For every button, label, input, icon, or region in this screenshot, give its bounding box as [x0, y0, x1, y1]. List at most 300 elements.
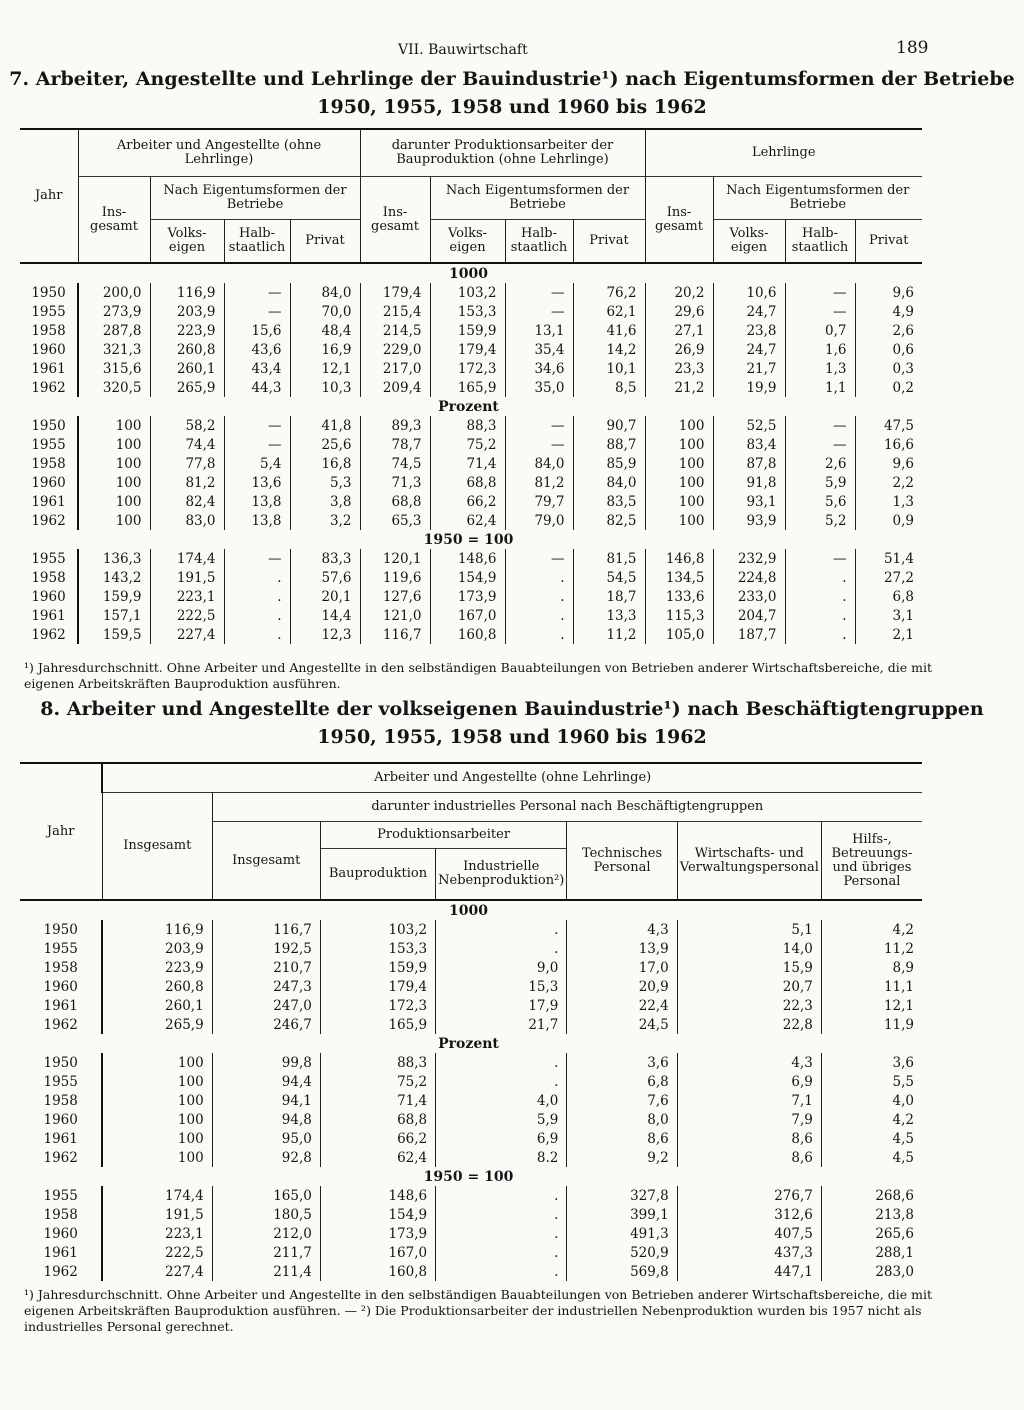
- section-label: Prozent: [438, 1035, 499, 1052]
- table7-title: 7. Arbeiter, Angestellte und Lehrlinge der Bauindustrie¹) nach Eigentumsformen der Betriebe: [9, 68, 1015, 90]
- value-cell: 81,2: [505, 473, 573, 492]
- table-row: [20, 606, 922, 625]
- value-cell: 100: [645, 435, 713, 454]
- value-cell: 83,4: [713, 435, 785, 454]
- value-cell: 5,4: [224, 454, 290, 473]
- year-cell: 1950: [43, 1054, 78, 1071]
- value-cell: 13,8: [224, 492, 290, 511]
- year-cell: 1955: [43, 1073, 78, 1090]
- value-cell: 26,9: [645, 340, 713, 359]
- year-cell: 1962: [31, 379, 66, 396]
- value-cell: 192,5: [212, 939, 320, 958]
- header-privat: Privat: [290, 220, 360, 264]
- value-cell: 407,5: [677, 1224, 821, 1243]
- year-cell: 1962: [43, 1016, 78, 1033]
- value-cell: 103,2: [430, 283, 505, 302]
- value-cell: 3,2: [290, 511, 360, 530]
- value-cell: 209,4: [360, 378, 430, 397]
- table-row: [20, 625, 922, 644]
- table8-body: [20, 900, 922, 1281]
- header-privat: Privat: [855, 220, 922, 264]
- value-cell: 27,2: [855, 568, 922, 587]
- value-cell: 100: [78, 435, 150, 454]
- value-cell: 569,8: [567, 1262, 677, 1281]
- value-cell: 14,4: [290, 606, 360, 625]
- value-cell: 57,6: [290, 568, 360, 587]
- table-row: [20, 321, 922, 340]
- value-cell: 247,3: [212, 977, 320, 996]
- value-cell: 5,9: [785, 473, 855, 492]
- value-cell: 27,1: [645, 321, 713, 340]
- value-cell: 9,0: [436, 958, 567, 977]
- value-cell: 100: [645, 454, 713, 473]
- value-cell: 100: [102, 1148, 212, 1167]
- value-cell: 21,2: [645, 378, 713, 397]
- value-cell: 203,9: [150, 302, 224, 321]
- table-row: [20, 996, 922, 1015]
- table-row: [20, 1129, 922, 1148]
- section-row: [20, 263, 922, 283]
- value-cell: 10,3: [290, 378, 360, 397]
- value-cell: 217,0: [360, 359, 430, 378]
- value-cell: 6,9: [677, 1072, 821, 1091]
- value-cell: 15,6: [224, 321, 290, 340]
- value-cell: .: [224, 587, 290, 606]
- value-cell: 81,5: [573, 549, 645, 568]
- value-cell: 68,8: [320, 1110, 435, 1129]
- header-halbstaatlich: Halb-staatlich: [224, 220, 290, 264]
- value-cell: 2,1: [855, 625, 922, 644]
- value-cell: 4,2: [821, 920, 922, 939]
- value-cell: 172,3: [320, 996, 435, 1015]
- value-cell: 2,6: [855, 321, 922, 340]
- value-cell: —: [224, 416, 290, 435]
- year-cell: 1961: [31, 360, 66, 377]
- value-cell: 34,6: [505, 359, 573, 378]
- value-cell: 9,6: [855, 283, 922, 302]
- value-cell: 100: [645, 473, 713, 492]
- year-cell: 1950: [43, 921, 78, 938]
- table-row: [20, 302, 922, 321]
- value-cell: —: [224, 283, 290, 302]
- value-cell: 81,2: [150, 473, 224, 492]
- value-cell: 13,9: [567, 939, 677, 958]
- value-cell: 159,5: [78, 625, 150, 644]
- value-cell: 146,8: [645, 549, 713, 568]
- value-cell: 4,5: [821, 1129, 922, 1148]
- value-cell: 153,3: [320, 939, 435, 958]
- value-cell: 17,0: [567, 958, 677, 977]
- value-cell: 227,4: [102, 1262, 212, 1281]
- value-cell: —: [224, 549, 290, 568]
- value-cell: 8,5: [573, 378, 645, 397]
- value-cell: —: [505, 549, 573, 568]
- value-cell: 14,0: [677, 939, 821, 958]
- value-cell: 315,6: [78, 359, 150, 378]
- value-cell: 12,1: [821, 996, 922, 1015]
- value-cell: 0,6: [855, 340, 922, 359]
- section-row: [20, 530, 922, 549]
- table-row: [20, 492, 922, 511]
- value-cell: 68,8: [430, 473, 505, 492]
- section-title: VII. Bauwirtschaft: [398, 42, 528, 58]
- header-hilfspersonal: Hilfs-, Betreuungs- und übriges Personal: [821, 822, 922, 901]
- value-cell: .: [436, 1262, 567, 1281]
- value-cell: 51,4: [855, 549, 922, 568]
- value-cell: .: [436, 1243, 567, 1262]
- value-cell: .: [505, 606, 573, 625]
- table-row: [20, 587, 922, 606]
- value-cell: 260,1: [150, 359, 224, 378]
- value-cell: 91,8: [713, 473, 785, 492]
- value-cell: 223,9: [102, 958, 212, 977]
- value-cell: 100: [78, 511, 150, 530]
- value-cell: 232,9: [713, 549, 785, 568]
- value-cell: 16,6: [855, 435, 922, 454]
- value-cell: 100: [102, 1091, 212, 1110]
- year-cell: 1955: [43, 1187, 78, 1204]
- value-cell: 288,1: [821, 1243, 922, 1262]
- header-arbeiter-angestellte: Arbeiter und Angestellte (ohne Lehrlinge): [78, 129, 360, 177]
- value-cell: 180,5: [212, 1205, 320, 1224]
- value-cell: 9,2: [567, 1148, 677, 1167]
- value-cell: .: [224, 568, 290, 587]
- value-cell: 154,9: [430, 568, 505, 587]
- value-cell: 1,3: [855, 492, 922, 511]
- table7: [20, 128, 922, 644]
- header-insgesamt-industriell: Insgesamt: [212, 822, 320, 901]
- value-cell: 321,3: [78, 340, 150, 359]
- year-cell: 1961: [31, 493, 66, 510]
- value-cell: 9,6: [855, 454, 922, 473]
- table-row: [20, 568, 922, 587]
- section-row: [20, 1167, 922, 1186]
- value-cell: 265,6: [821, 1224, 922, 1243]
- value-cell: 8.2: [436, 1148, 567, 1167]
- value-cell: 88,3: [430, 416, 505, 435]
- value-cell: 4,3: [677, 1053, 821, 1072]
- value-cell: .: [785, 625, 855, 644]
- value-cell: 165,0: [212, 1186, 320, 1205]
- value-cell: 134,5: [645, 568, 713, 587]
- section-row: [20, 900, 922, 920]
- header-technisches-personal: Technisches Personal: [567, 822, 677, 901]
- value-cell: .: [436, 1072, 567, 1091]
- year-cell: 1950: [31, 417, 66, 434]
- value-cell: 83,5: [573, 492, 645, 511]
- table-row: [20, 1262, 922, 1281]
- value-cell: 211,7: [212, 1243, 320, 1262]
- value-cell: .: [436, 939, 567, 958]
- table-row: [20, 454, 922, 473]
- value-cell: 116,7: [212, 920, 320, 939]
- value-cell: —: [785, 416, 855, 435]
- value-cell: 84,0: [290, 283, 360, 302]
- value-cell: 160,8: [320, 1262, 435, 1281]
- value-cell: 24,5: [567, 1015, 677, 1034]
- value-cell: .: [436, 1205, 567, 1224]
- value-cell: 136,3: [78, 549, 150, 568]
- value-cell: 165,9: [430, 378, 505, 397]
- value-cell: .: [436, 1053, 567, 1072]
- header-insgesamt: Ins-gesamt: [78, 177, 150, 264]
- year-cell: 1960: [31, 474, 66, 491]
- header-wirtschaftspersonal: Wirtschafts- und Verwaltungspersonal: [677, 822, 821, 901]
- value-cell: 4,0: [821, 1091, 922, 1110]
- value-cell: 133,6: [645, 587, 713, 606]
- value-cell: .: [436, 1224, 567, 1243]
- value-cell: 15,9: [677, 958, 821, 977]
- value-cell: 276,7: [677, 1186, 821, 1205]
- table-row: [20, 549, 922, 568]
- value-cell: 172,3: [430, 359, 505, 378]
- table8-subtitle: 1950, 1955, 1958 und 1960 bis 1962: [317, 726, 707, 748]
- value-cell: 159,9: [320, 958, 435, 977]
- value-cell: 223,1: [150, 587, 224, 606]
- table-row: [20, 511, 922, 530]
- value-cell: 116,7: [360, 625, 430, 644]
- value-cell: 399,1: [567, 1205, 677, 1224]
- value-cell: —: [785, 435, 855, 454]
- value-cell: —: [505, 302, 573, 321]
- value-cell: 1,6: [785, 340, 855, 359]
- value-cell: 94,4: [212, 1072, 320, 1091]
- year-cell: 1962: [31, 512, 66, 529]
- value-cell: 320,5: [78, 378, 150, 397]
- value-cell: 54,5: [573, 568, 645, 587]
- table7-body: [20, 263, 922, 644]
- table-row: [20, 340, 922, 359]
- value-cell: 5,9: [436, 1110, 567, 1129]
- year-cell: 1962: [43, 1263, 78, 1280]
- value-cell: 167,0: [430, 606, 505, 625]
- value-cell: 6,9: [436, 1129, 567, 1148]
- year-cell: 1960: [43, 978, 78, 995]
- value-cell: .: [785, 568, 855, 587]
- value-cell: 520,9: [567, 1243, 677, 1262]
- header-privat: Privat: [573, 220, 645, 264]
- value-cell: 94,8: [212, 1110, 320, 1129]
- header-produktionsarbeiter: Produktionsarbeiter: [320, 822, 567, 849]
- header-lehrlinge: Lehrlinge: [645, 129, 922, 177]
- value-cell: 7,1: [677, 1091, 821, 1110]
- table8-footnote: ¹) Jahresdurchschnitt. Ohne Arbeiter und Angestellte in den selbständigen Bauabteilungen von Betrieben anderer Wirtschaftsbereiche, die mit eigenen Arbeitskräften Bauproduktion ausführen. — ²) Die Produktionsarbeiter der industriellen Nebenproduktion wurden bis 1957 nicht als industrielles Personal gerechnet.: [24, 1287, 932, 1334]
- header-jahr: Jahr: [46, 823, 75, 839]
- value-cell: 2,6: [785, 454, 855, 473]
- value-cell: 87,8: [713, 454, 785, 473]
- value-cell: 3,6: [821, 1053, 922, 1072]
- header-produktionsarbeiter: darunter Produktionsarbeiter der Bauproduktion (ohne Lehrlinge): [360, 129, 645, 177]
- value-cell: 15,3: [436, 977, 567, 996]
- table-row: [20, 958, 922, 977]
- table-row: [20, 283, 922, 302]
- value-cell: 159,9: [78, 587, 150, 606]
- value-cell: 100: [645, 492, 713, 511]
- value-cell: 312,6: [677, 1205, 821, 1224]
- year-cell: 1960: [43, 1225, 78, 1242]
- value-cell: .: [436, 1186, 567, 1205]
- value-cell: —: [505, 435, 573, 454]
- year-cell: 1955: [31, 436, 66, 453]
- table-row: [20, 1224, 922, 1243]
- value-cell: 66,2: [320, 1129, 435, 1148]
- value-cell: 115,3: [645, 606, 713, 625]
- value-cell: 179,4: [320, 977, 435, 996]
- year-cell: 1961: [43, 1130, 78, 1147]
- header-nebenproduktion: Industrielle Nebenproduktion²): [436, 849, 567, 901]
- value-cell: 19,9: [713, 378, 785, 397]
- value-cell: .: [505, 625, 573, 644]
- value-cell: 13,3: [573, 606, 645, 625]
- value-cell: 7,6: [567, 1091, 677, 1110]
- section-label: 1000: [449, 902, 488, 919]
- header-volkseigen: Volks-eigen: [150, 220, 224, 264]
- value-cell: 71,4: [320, 1091, 435, 1110]
- value-cell: 65,3: [360, 511, 430, 530]
- header-eigentumsformen: Nach Eigentumsformen der Betriebe: [430, 177, 645, 220]
- value-cell: .: [785, 587, 855, 606]
- value-cell: 116,9: [102, 920, 212, 939]
- value-cell: 227,4: [150, 625, 224, 644]
- value-cell: 85,9: [573, 454, 645, 473]
- value-cell: 214,5: [360, 321, 430, 340]
- section-label: 1950 = 100: [423, 531, 514, 548]
- value-cell: 173,9: [320, 1224, 435, 1243]
- value-cell: 1,1: [785, 378, 855, 397]
- value-cell: 187,7: [713, 625, 785, 644]
- value-cell: 203,9: [102, 939, 212, 958]
- value-cell: 68,8: [360, 492, 430, 511]
- value-cell: 100: [102, 1129, 212, 1148]
- value-cell: 13,6: [224, 473, 290, 492]
- value-cell: 8,6: [677, 1129, 821, 1148]
- value-cell: .: [224, 625, 290, 644]
- value-cell: 119,6: [360, 568, 430, 587]
- value-cell: 16,9: [290, 340, 360, 359]
- value-cell: 94,1: [212, 1091, 320, 1110]
- value-cell: 93,9: [713, 511, 785, 530]
- value-cell: 92,8: [212, 1148, 320, 1167]
- section-label: Prozent: [438, 398, 499, 415]
- value-cell: —: [224, 302, 290, 321]
- value-cell: 95,0: [212, 1129, 320, 1148]
- year-cell: 1958: [31, 322, 66, 339]
- value-cell: 100: [78, 416, 150, 435]
- value-cell: 83,3: [290, 549, 360, 568]
- value-cell: 22,8: [677, 1015, 821, 1034]
- value-cell: 74,4: [150, 435, 224, 454]
- header-volkseigen: Volks-eigen: [430, 220, 505, 264]
- header-insgesamt: Ins-gesamt: [645, 177, 713, 264]
- value-cell: 24,7: [713, 302, 785, 321]
- table-row: [20, 1091, 922, 1110]
- value-cell: 76,2: [573, 283, 645, 302]
- value-cell: 6,8: [567, 1072, 677, 1091]
- value-cell: 173,9: [430, 587, 505, 606]
- value-cell: 100: [645, 511, 713, 530]
- value-cell: 99,8: [212, 1053, 320, 1072]
- value-cell: 24,7: [713, 340, 785, 359]
- value-cell: 7,9: [677, 1110, 821, 1129]
- value-cell: 77,8: [150, 454, 224, 473]
- value-cell: 18,7: [573, 587, 645, 606]
- value-cell: 4,0: [436, 1091, 567, 1110]
- value-cell: 120,1: [360, 549, 430, 568]
- header-bauproduktion: Bauproduktion: [320, 849, 435, 901]
- year-cell: 1960: [31, 341, 66, 358]
- year-cell: 1955: [31, 303, 66, 320]
- value-cell: 58,2: [150, 416, 224, 435]
- value-cell: 223,1: [102, 1224, 212, 1243]
- value-cell: .: [785, 606, 855, 625]
- value-cell: 13,8: [224, 511, 290, 530]
- value-cell: 191,5: [102, 1205, 212, 1224]
- year-cell: 1960: [43, 1111, 78, 1128]
- year-cell: 1958: [31, 455, 66, 472]
- page-number: 189: [896, 38, 929, 58]
- value-cell: 82,4: [150, 492, 224, 511]
- value-cell: 100: [102, 1110, 212, 1129]
- value-cell: 48,4: [290, 321, 360, 340]
- value-cell: 43,4: [224, 359, 290, 378]
- value-cell: 10,6: [713, 283, 785, 302]
- value-cell: 20,2: [645, 283, 713, 302]
- value-cell: 4,2: [821, 1110, 922, 1129]
- value-cell: 12,1: [290, 359, 360, 378]
- value-cell: 5,3: [290, 473, 360, 492]
- value-cell: 22,4: [567, 996, 677, 1015]
- running-header: [0, 18, 1024, 58]
- table7-subtitle: 1950, 1955, 1958 und 1960 bis 1962: [317, 96, 707, 118]
- value-cell: 100: [645, 416, 713, 435]
- value-cell: 127,6: [360, 587, 430, 606]
- value-cell: .: [436, 920, 567, 939]
- value-cell: 273,9: [78, 302, 150, 321]
- value-cell: 5,5: [821, 1072, 922, 1091]
- value-cell: 174,4: [150, 549, 224, 568]
- value-cell: 327,8: [567, 1186, 677, 1205]
- value-cell: .: [505, 587, 573, 606]
- table-row: [20, 1186, 922, 1205]
- value-cell: 167,0: [320, 1243, 435, 1262]
- table8: [20, 762, 922, 1281]
- value-cell: 265,9: [150, 378, 224, 397]
- year-cell: 1962: [31, 626, 66, 643]
- value-cell: 22,3: [677, 996, 821, 1015]
- year-cell: 1961: [43, 997, 78, 1014]
- value-cell: —: [785, 549, 855, 568]
- header-industrielles-personal: darunter industrielles Personal nach Beschäftigtengruppen: [212, 793, 922, 822]
- header-eigentumsformen: Nach Eigentumsformen der Betriebe: [150, 177, 360, 220]
- value-cell: 157,1: [78, 606, 150, 625]
- value-cell: .: [505, 568, 573, 587]
- table-row: [20, 1205, 922, 1224]
- table-row: [20, 977, 922, 996]
- value-cell: —: [505, 416, 573, 435]
- value-cell: 0,2: [855, 378, 922, 397]
- value-cell: 260,8: [150, 340, 224, 359]
- value-cell: 223,9: [150, 321, 224, 340]
- value-cell: 12,3: [290, 625, 360, 644]
- section-row: [20, 397, 922, 416]
- value-cell: 165,9: [320, 1015, 435, 1034]
- value-cell: 160,8: [430, 625, 505, 644]
- value-cell: 247,0: [212, 996, 320, 1015]
- value-cell: 213,8: [821, 1205, 922, 1224]
- value-cell: 11,2: [821, 939, 922, 958]
- value-cell: 11,2: [573, 625, 645, 644]
- value-cell: 84,0: [573, 473, 645, 492]
